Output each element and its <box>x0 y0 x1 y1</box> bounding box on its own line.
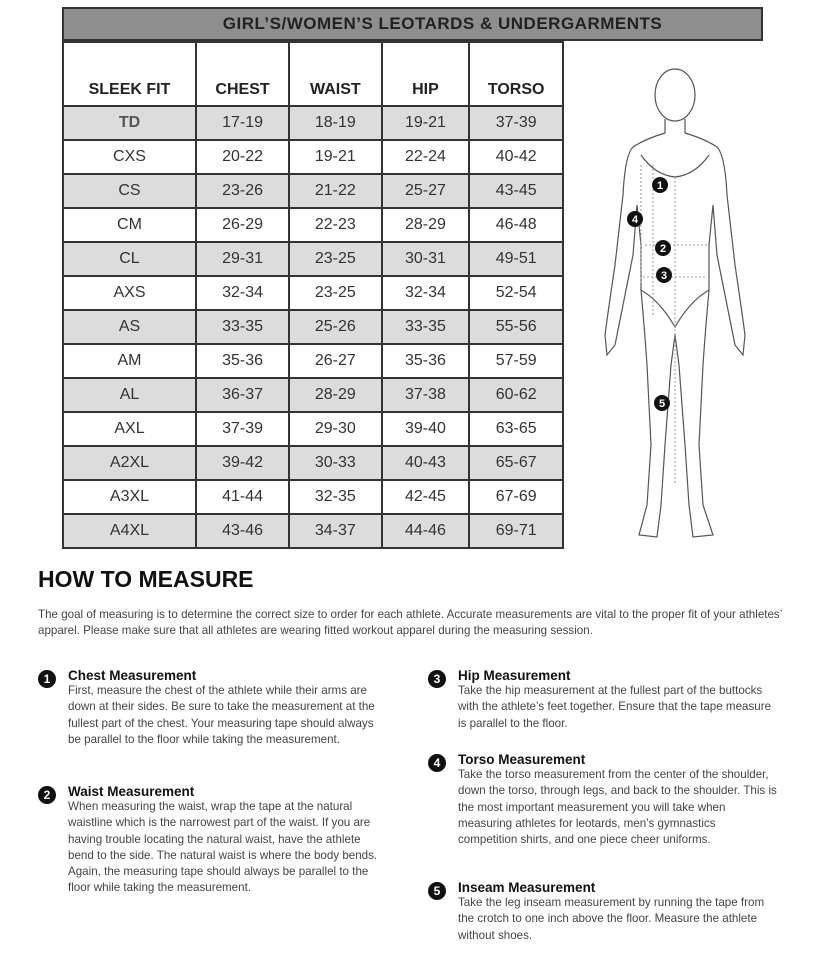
table-row <box>63 412 563 446</box>
measurement-cell: 55-56 <box>469 310 563 344</box>
measurement-cell: 33-35 <box>382 310 470 344</box>
measurement-cell: 20-22 <box>196 140 289 174</box>
measurement-cell: 22-24 <box>382 140 470 174</box>
column-header: HIP <box>382 42 470 106</box>
body-figure <box>585 65 765 555</box>
measurement-cell: 29-31 <box>196 242 289 276</box>
measurement-hip <box>428 668 778 732</box>
measurement-cell: 25-27 <box>382 174 470 208</box>
measurement-cell: 32-34 <box>382 276 470 310</box>
marker-label: 3 <box>660 270 668 282</box>
measurement-cell: 37-38 <box>382 378 470 412</box>
measurement-cell: 60-62 <box>469 378 563 412</box>
measurement-cell: 19-21 <box>382 106 470 140</box>
measurement-chest <box>38 668 388 748</box>
measurement-cell: 26-29 <box>196 208 289 242</box>
measurement-cell: 67-69 <box>469 480 563 514</box>
number-icon: 4 <box>428 754 446 772</box>
size-cell: CL <box>63 242 196 276</box>
measurement-cell: 29-30 <box>289 412 381 446</box>
measurement-cell: 18-19 <box>289 106 381 140</box>
measurement-cell: 42-45 <box>382 480 470 514</box>
item-title: Torso Measurement <box>458 752 586 767</box>
measurement-cell: 25-26 <box>289 310 381 344</box>
measurement-cell: 17-19 <box>196 106 289 140</box>
measurement-cell: 49-51 <box>469 242 563 276</box>
table-row <box>63 480 563 514</box>
marker-label: 5 <box>658 398 666 410</box>
measurement-cell: 41-44 <box>196 480 289 514</box>
size-cell: AS <box>63 310 196 344</box>
item-text: Take the torso measurement from the center of the shoulder, down the torso, through legs, and back to the shoulder. This is the most important measurement you will take when measuring athletes for leotards, men’s gymnastics competition shirts, and one piece cheer uniforms. <box>458 768 777 847</box>
size-cell: AM <box>63 344 196 378</box>
measurement-cell: 35-36 <box>382 344 470 378</box>
marker-label: 2 <box>659 243 667 255</box>
measurement-cell: 23-25 <box>289 242 381 276</box>
marker-label: 4 <box>631 214 639 226</box>
column-header: WAIST <box>289 42 381 106</box>
measurement-cell: 44-46 <box>382 514 470 548</box>
measurement-cell: 63-65 <box>469 412 563 446</box>
item-title: Hip Measurement <box>458 668 571 683</box>
size-cell: CS <box>63 174 196 208</box>
measurement-cell: 69-71 <box>469 514 563 548</box>
measurement-cell: 30-31 <box>382 242 470 276</box>
measurement-inseam <box>428 880 778 944</box>
measurement-waist <box>38 784 388 897</box>
size-cell: A2XL <box>63 446 196 480</box>
measurement-cell: 23-25 <box>289 276 381 310</box>
measurement-cell: 23-26 <box>196 174 289 208</box>
number-icon: 2 <box>38 786 56 804</box>
item-title: Chest Measurement <box>68 668 197 683</box>
number-icon: 5 <box>428 882 446 900</box>
measurement-cell: 30-33 <box>289 446 381 480</box>
number-icon: 3 <box>428 670 446 688</box>
size-table <box>62 41 564 549</box>
item-text: Take the leg inseam measurement by running the tape from the crotch to one inch above the floor. Measure the athlete without shoes. <box>458 896 765 942</box>
size-cell: A3XL <box>63 480 196 514</box>
table-row <box>63 106 563 140</box>
measurement-cell: 33-35 <box>196 310 289 344</box>
size-cell: AXS <box>63 276 196 310</box>
measurement-cell: 46-48 <box>469 208 563 242</box>
column-header: SLEEK FIT <box>63 42 196 106</box>
table-row <box>63 140 563 174</box>
measurement-cell: 28-29 <box>382 208 470 242</box>
size-cell: AXL <box>63 412 196 446</box>
column-header: CHEST <box>196 42 289 106</box>
measurement-cell: 32-35 <box>289 480 381 514</box>
measurement-cell: 52-54 <box>469 276 563 310</box>
measurement-cell: 43-45 <box>469 174 563 208</box>
size-cell: AL <box>63 378 196 412</box>
table-row <box>63 514 563 548</box>
measurement-cell: 26-27 <box>289 344 381 378</box>
measurement-cell: 37-39 <box>196 412 289 446</box>
measurement-cell: 39-40 <box>382 412 470 446</box>
measurement-cell: 57-59 <box>469 344 563 378</box>
intro-text: The goal of measuring is to determine the correct size to order for each athlete. Accurate measurements are vital to the proper fit of your athletes’ apparel. Please make sure that all athletes are wearing fitted workout apparel during the measuring session. <box>38 608 782 637</box>
table-row <box>63 378 563 412</box>
measurement-cell: 40-42 <box>469 140 563 174</box>
table-row <box>63 310 563 344</box>
measurement-cell: 40-43 <box>382 446 470 480</box>
item-title: Inseam Measurement <box>458 880 596 895</box>
how-to-measure-heading: HOW TO MEASURE <box>38 566 254 592</box>
size-cell: CM <box>63 208 196 242</box>
measurement-torso <box>428 752 778 848</box>
measurement-cell: 21-22 <box>289 174 381 208</box>
table-row <box>63 446 563 480</box>
measurement-cell: 65-67 <box>469 446 563 480</box>
measurement-cell: 36-37 <box>196 378 289 412</box>
table-row <box>63 344 563 378</box>
size-cell: TD <box>63 106 196 140</box>
table-row <box>63 174 563 208</box>
table-row <box>63 276 563 310</box>
measurement-cell: 32-34 <box>196 276 289 310</box>
measurement-cell: 28-29 <box>289 378 381 412</box>
table-title: GIRL’S/WOMEN’S LEOTARDS & UNDERGARMENTS <box>62 7 763 41</box>
column-header: TORSO <box>469 42 563 106</box>
measurement-cell: 35-36 <box>196 344 289 378</box>
measurement-cell: 37-39 <box>469 106 563 140</box>
measurement-cell: 19-21 <box>289 140 381 174</box>
item-title: Waist Measurement <box>68 784 195 799</box>
marker-label: 1 <box>656 180 664 192</box>
number-icon: 1 <box>38 670 56 688</box>
table-row <box>63 242 563 276</box>
size-cell: CXS <box>63 140 196 174</box>
table-row <box>63 208 563 242</box>
measurement-cell: 43-46 <box>196 514 289 548</box>
item-text: Take the hip measurement at the fullest part of the buttocks with the athlete’s feet together. Ensure that the tape measure is parallel to the floor. <box>458 684 772 730</box>
item-text: When measuring the waist, wrap the tape at the natural waistline which is the narrowest part of the waist. If you are having trouble locating the natural waist, have the athlete bend to the side. The natural waist is where the body bends. Again, the measuring tape should always be parallel to the floor while taking the measurement. <box>68 800 378 895</box>
measurement-cell: 39-42 <box>196 446 289 480</box>
measurement-cell: 34-37 <box>289 514 381 548</box>
size-cell: A4XL <box>63 514 196 548</box>
measurement-cell: 22-23 <box>289 208 381 242</box>
item-text: First, measure the chest of the athlete while their arms are down at their sides. Be sure to take the measurement at the fullest part of the chest. Your measuring tape should always be parallel to the floor while taking the measurement. <box>68 684 375 746</box>
